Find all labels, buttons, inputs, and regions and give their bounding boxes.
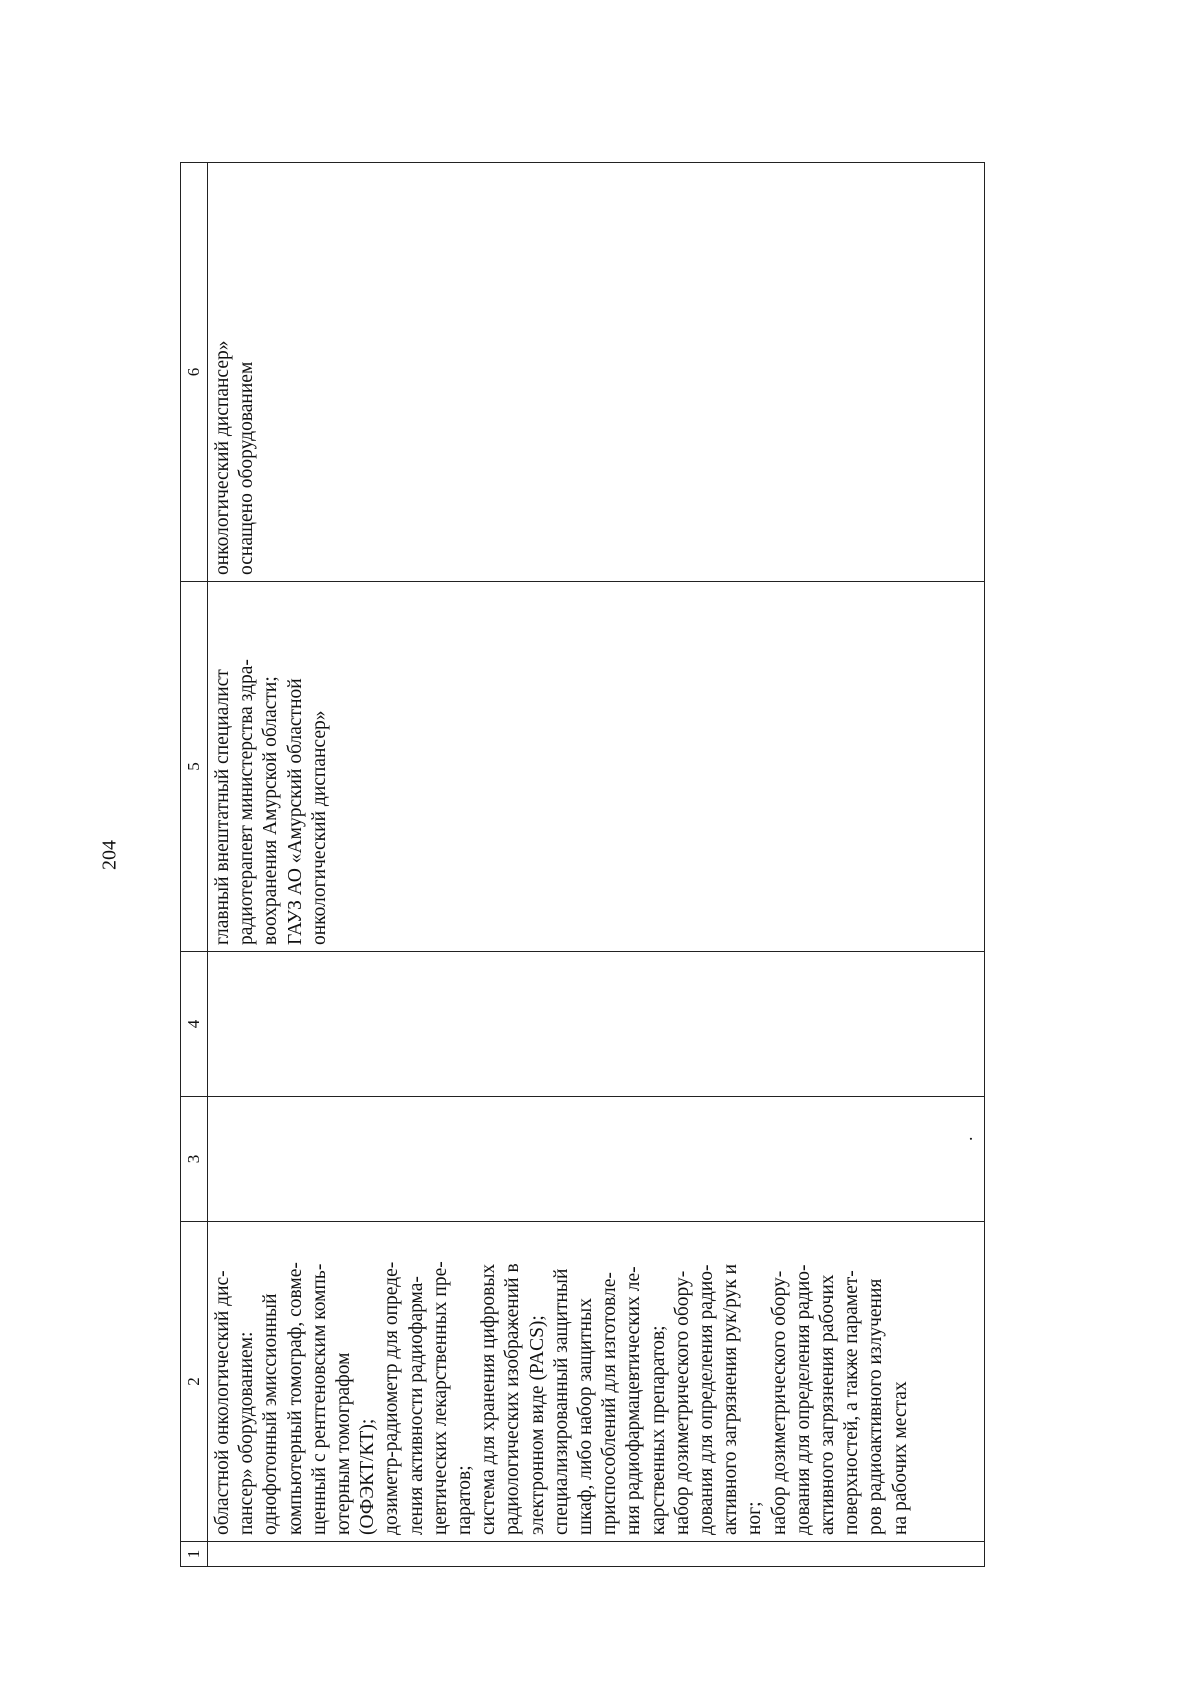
header-col-4: 4 xyxy=(181,952,208,1097)
equipment-line: специализированный защитный xyxy=(550,1268,572,1535)
equipment-line: активного загрязнения рук/рук и xyxy=(720,1263,742,1535)
status-line: онкологический диспансер» xyxy=(212,340,233,575)
header-row xyxy=(181,163,208,1567)
cell-col-6 xyxy=(208,163,985,582)
equipment-line: цевтических лекарственных пре- xyxy=(429,1261,451,1535)
cell-col-5 xyxy=(208,582,985,952)
equipment-line: набор дозиметрического обору- xyxy=(671,1270,693,1535)
equipment-line: дования для определения радио- xyxy=(792,1264,814,1535)
cell-col-1 xyxy=(208,1542,985,1567)
rotated-table-container xyxy=(180,162,985,1567)
cell-col-2 xyxy=(208,1222,985,1542)
equipment-line: карственных препаратов; xyxy=(647,1325,669,1535)
equipment-line: пансер» оборудованием: xyxy=(236,1331,258,1535)
cell-col-4 xyxy=(208,952,985,1097)
equipment-line: паратов; xyxy=(454,1465,476,1535)
equipment-line: однофотонный эмиссионный xyxy=(260,1293,282,1535)
status-list xyxy=(211,169,259,575)
equipment-line: ления активности радиофарма- xyxy=(405,1276,427,1535)
equipment-line: электронном виде (PACS); xyxy=(526,1315,548,1535)
equipment-line: поверхностей, а также парамет- xyxy=(841,1270,863,1535)
equipment-line: ния радиофармацевтических ле- xyxy=(623,1266,645,1535)
equipment-line: дования для определения радио- xyxy=(696,1264,718,1535)
responsible-line: ГАУЗ АО «Амурский областной xyxy=(284,678,306,945)
header-col-5: 5 xyxy=(181,582,208,952)
equipment-table xyxy=(180,162,985,1567)
header-col-3: 3 xyxy=(181,1097,208,1222)
equipment-line: радиологических изображений в xyxy=(502,1263,524,1535)
equipment-line: система для хранения цифровых xyxy=(478,1263,500,1535)
equipment-line: компьютерный томограф, совме- xyxy=(284,1262,306,1535)
responsible-line: онкологический диспансер» xyxy=(308,710,330,945)
responsible-line: главный внештатный специалист xyxy=(212,669,233,945)
responsible-list xyxy=(211,588,332,945)
responsible-line: радиотерапевт министерства здра- xyxy=(236,659,258,945)
equipment-line: областной онкологический дис- xyxy=(212,1270,233,1535)
header-col-6: 6 xyxy=(181,163,208,582)
equipment-line: приспособлений для изготовле- xyxy=(599,1272,621,1535)
equipment-line: ног; xyxy=(744,1501,766,1535)
equipment-list xyxy=(211,1228,913,1535)
header-col-2: 2 xyxy=(181,1222,208,1542)
equipment-line: щенный с рентгеновским компь- xyxy=(308,1263,330,1535)
equipment-line: шкаф, либо набор защитных xyxy=(575,1298,597,1535)
equipment-line: ютерным томографом xyxy=(333,1352,355,1535)
equipment-line: дозиметр-радиометр для опреде- xyxy=(381,1261,403,1535)
equipment-line: на рабочих местах xyxy=(889,1381,911,1535)
status-line: оснащено оборудованием xyxy=(236,361,258,575)
cell-col-3 xyxy=(208,1097,985,1222)
page-number: 204 xyxy=(98,840,121,870)
table-row xyxy=(208,163,985,1567)
equipment-line: ров радиоактивного излучения xyxy=(865,1278,887,1535)
header-col-1: 1 xyxy=(181,1542,208,1567)
equipment-line: (ОФЭКТ/КТ); xyxy=(357,1418,379,1535)
equipment-line: активного загрязнения рабочих xyxy=(817,1274,839,1535)
equipment-line: набор дозиметрического обору- xyxy=(768,1270,790,1535)
stray-dot: . xyxy=(955,1136,976,1141)
responsible-line: воохранения Амурской области; xyxy=(260,676,282,945)
